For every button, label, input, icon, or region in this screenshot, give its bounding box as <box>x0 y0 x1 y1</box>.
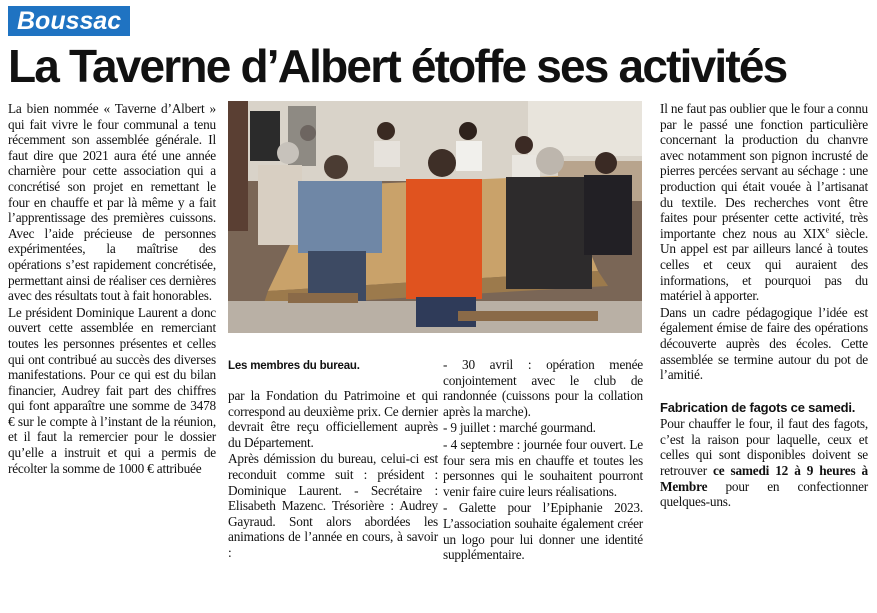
bold-text: ce samedi 12 à 9 heures à Membre <box>660 463 868 494</box>
article-column-4 <box>660 101 868 510</box>
article-column-3 <box>443 357 643 563</box>
text-span: siècle. Un appel est par ailleurs lancé à toutes celles et ceux qui auraient des informations, et pourquoi pas du matériel à apporter. <box>660 225 868 304</box>
article-headline: La Taverne d’Albert étoffe ses activités <box>8 40 787 92</box>
paragraph: Après démission du bureau, celui-ci est reconduit comme suit : président : Dominique Laurent. - Secrétaire : Elisabeth Mazenc. Trésorière : Audrey Gayraud. Sont alors abordées les animations de l’année en cours, à savoir : <box>228 451 438 560</box>
meeting-photo-illustration <box>228 101 642 333</box>
paragraph: - 4 septembre : journée four ouvert. Le four sera mis en chauffe et toutes les personnes qui le souhaitent pourront venir faire cuire leurs réalisations. <box>443 436 643 499</box>
paragraph <box>660 416 868 510</box>
text-span: pour en confectionner quelques-uns. <box>660 478 868 510</box>
rubric-tag: Boussac <box>8 6 130 36</box>
subheading <box>660 400 868 416</box>
paragraph: - 9 juillet : marché gourmand. <box>443 420 596 436</box>
text-span: Pour chauffer le four, il faut des fagots, c’est la raison pour laquelle, ceux et celles qui sont disponibles doivent se retrouver <box>660 416 868 479</box>
paragraph <box>660 101 868 304</box>
article-column-2 <box>228 388 438 561</box>
paragraph: Le président Dominique Laurent a donc ouvert cette assemblée en remerciant toutes les personnes présentes et celles qui ont contribué au succès des diverses manifestations. Pour ce qui est du bilan financier, Audrey fait part des chiffres qui font apparaître une somme de 3478 € sur le compte à l’instant de la réunion, et il faut la remercier pour le dossier qu’elle a instruit et qui a permis de récolter la somme de 1000 € attribuée <box>8 304 216 476</box>
paragraph: par la Fondation du Patrimoine et qui correspond au deuxième prix. Ce dernier devrait être reçu officiellement auprès du Département. <box>228 388 438 450</box>
photo-caption: Les membres du bureau. <box>228 360 360 372</box>
paragraph: Dans un cadre pédagogique l’idée est également émise de faire des opérations découverte auprès des écoles. Cette assemblée se termine autour du pot de l’amitié. <box>660 304 868 383</box>
paragraph: La bien nommée « Taverne d’Albert » qui fait vivre le four communal a tenu récemment son assemblée générale. Il faut dire que 2021 aura été une année charnière pour cette association qui a concrétisé son projet en remettant le four en chauffe et par là même y a fait l’apprentissage des premières cuissons. Avec l’aide précieuse de personnes expérimentées, la maîtrise des opérations s’est rapidement concrétisée, permettant ainsi de réaliser ces dernières avec des résultats tout à fait honorables. <box>8 101 216 304</box>
superscript: e <box>825 225 830 235</box>
article-column-1 <box>8 101 216 476</box>
text-span: Il ne faut pas oublier que le four a connu par le passé une fonction particulière concernant la production du chanvre avec notamment son pignon incrusté de pierres percées servant au séchage : une production qui était vouée à l’artisanat du textile. Des recherches vont être faites pour présenter cette activité, très importante chez nous au XIX <box>660 101 868 241</box>
paragraph: - 30 avril : opération menée conjointement avec le club de randonnée (cuissons pour la collation après la marche). <box>443 357 643 419</box>
paragraph: - Galette pour l’Epiphanie 2023. L’association souhaite également créer un logo pour lui donner une identité supplémentaire. <box>443 500 643 563</box>
article-photo <box>228 101 642 333</box>
subheading-text: Fabrication de fagots ce samedi. <box>660 399 856 415</box>
